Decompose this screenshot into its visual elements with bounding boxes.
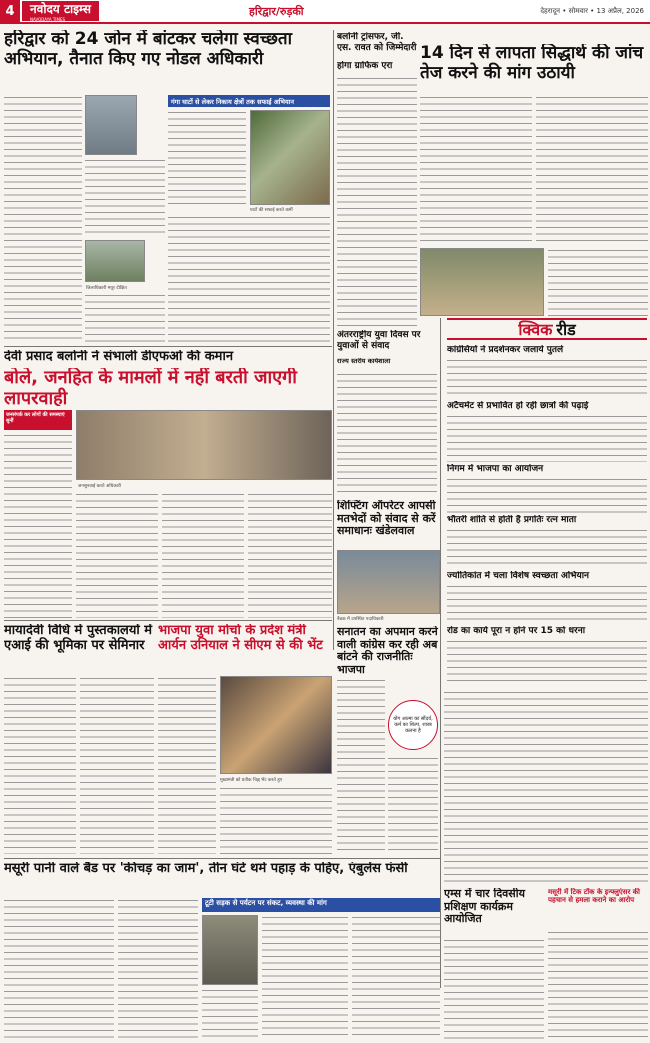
portrait-photo (85, 95, 137, 155)
body-text (80, 676, 154, 854)
body-text (447, 528, 647, 568)
headline-pustak: मायादेवी विधि में पुस्तकालयों में एआई की भूमिका पर सेमिनार (4, 624, 153, 653)
box-title: गंगा घाटों से लेकर निकाय क्षेत्रों तक सफाई अभियान (168, 95, 330, 107)
photo-caption: घाटों की सफाई करते कर्मी (250, 208, 293, 213)
section-title: हरिद्वार/रुड़की (249, 4, 304, 18)
quote-bubble: योग आत्मा का सौंदर्य, कर्म का शिल्प, शास्त्र कलना है (388, 700, 438, 750)
body-text (536, 95, 648, 245)
subhead: होगा ग्राफिक एरा (337, 61, 393, 71)
meeting-photo (76, 410, 332, 480)
column-rule (440, 318, 441, 988)
brand-sub: NAVODAYA TIMES (30, 17, 66, 22)
body-text (4, 676, 76, 854)
headline-ems: एम्स में चार दिवसीय प्रशिक्षण कार्यक्रम आयोजित (444, 888, 525, 926)
subhead: राज्य स्तरीय कार्यशाला (337, 358, 391, 365)
headline-attack: अटैचमेंट से प्रभावित हो रही छात्रों की पढ़ाई (447, 401, 589, 411)
headline-shifting: शिफ्टिंग ऑपरेटर आपसी मतभेदों को संवाद से करें समाधानः खंडेलवाल (337, 500, 436, 538)
road-photo (202, 915, 258, 985)
body-text (420, 95, 532, 245)
body-text (4, 95, 82, 343)
brand-logo (22, 1, 99, 21)
headline-bole: बोले, जनहित के मामलों में नहीं बरती जाएगी लापरवाही (4, 368, 297, 406)
body-text (352, 915, 440, 1040)
headline-siddharth: 14 दिन से लापता सिद्धार्थ की जांच तेज करने की मांग उठायी (420, 44, 644, 83)
photo-caption: जिलाधिकारी मयूर दीक्षित (86, 286, 127, 291)
body-text (162, 492, 244, 618)
headline-road: रोड का कार्य पूरा न होने पर 15 को धरना (447, 626, 586, 636)
body-text (4, 898, 114, 1040)
brand-name: नवोदय टाइम्स (30, 2, 92, 16)
headline-bhajpa: भाजपा युवा मोर्चा के प्रदेश मंत्री आर्यन उनियाल ने सीएम से की भेंट (158, 624, 323, 653)
headline-tourist: टूटी सड़क से पर्यटन पर संकट, व्यवस्था की मांग (202, 898, 440, 912)
body-text (248, 492, 332, 618)
headline-putle: कांग्रेसियों ने प्रदर्शनकर जलाये पुतले (447, 345, 564, 355)
quick-read-title-1: क्विक (518, 320, 553, 339)
column-rule (333, 30, 334, 650)
body-text (76, 492, 158, 618)
body-text (4, 433, 72, 618)
body-text (202, 988, 258, 1040)
subhead-box: जनसंपर्क कर लोगों की समस्याएं सुनीं (4, 410, 72, 430)
body-text (262, 915, 348, 1040)
photo-caption: मुख्यमंत्री को प्रतीक चिह्न भेंट करते हुए (220, 778, 283, 783)
headline-nigam: निगम में भाजपा का आयोजन (447, 464, 544, 474)
body-text (447, 477, 647, 513)
body-text (220, 786, 332, 854)
photo-caption: जनसुनवाई करते अधिकारी (78, 484, 121, 489)
headline-swachhata: हरिद्वार को 24 जोन में बांटकर चलेगा स्वच्छता अभियान, तैनात किए गए नोडल अधिकारी (4, 30, 292, 69)
body-text (118, 898, 198, 1040)
body-text (447, 584, 647, 624)
body-text (337, 372, 437, 492)
headline-yoga: ज्योतिकांत में चला विशेष स्वच्छता अभियान (447, 571, 590, 581)
body-text (447, 358, 647, 398)
quick-read-banner (447, 318, 647, 340)
headline-sanatan: सनातन का अपमान करने वाली कांग्रेस कर रही अब बांटने की राजनीतिः भाजपा (337, 626, 438, 674)
body-text (447, 414, 647, 462)
photo-caption: बैठक में उपस्थित पदाधिकारी (337, 617, 384, 622)
body-text (85, 158, 165, 238)
body-text (447, 639, 647, 683)
page-number: 4 (0, 0, 20, 23)
ghat-photo (250, 110, 330, 205)
headline-bhoti: भौतरी शांति से होती है प्रगतिः रत्न माता (447, 515, 577, 525)
headline-dipro: देवी प्रसाद बलोनी ने संभाली डीएफओ की कमान (4, 350, 234, 364)
body-text (168, 215, 330, 343)
divider (4, 858, 440, 859)
masthead (0, 0, 650, 24)
headline-yuva: अंतरराष्ट्रीय युवा दिवस पर युवाओं से संवाद (337, 330, 421, 351)
body-text (158, 676, 216, 854)
portrait-photo-2 (85, 240, 145, 282)
headline-school: मसूरी में टिक टॉक के इन्फ्लुएंसर की पहचान से हमला कराने का आरोप (548, 888, 640, 905)
protest-photo (420, 248, 544, 316)
body-text (168, 110, 246, 205)
headline-schedule: बलोनी ट्रांसफर, जी. एस. रावत को जिम्मेदारी (337, 32, 417, 53)
cm-meeting-photo (220, 676, 332, 774)
divider (4, 346, 332, 347)
body-text (337, 76, 417, 326)
body-text (85, 293, 165, 343)
body-text (548, 248, 648, 316)
headline-masuri: मसूरी पानी वाले बैंड पर 'कीचड़ का जाम', तीन घंटे थमे पहाड़ के पहिए, एंबुलेंस फंसी (4, 862, 408, 876)
quick-read-title-2: रीड (556, 320, 576, 339)
divider (4, 620, 332, 621)
dateline: देहरादून • सोमवार • 13 अप्रैल, 2026 (540, 6, 644, 15)
